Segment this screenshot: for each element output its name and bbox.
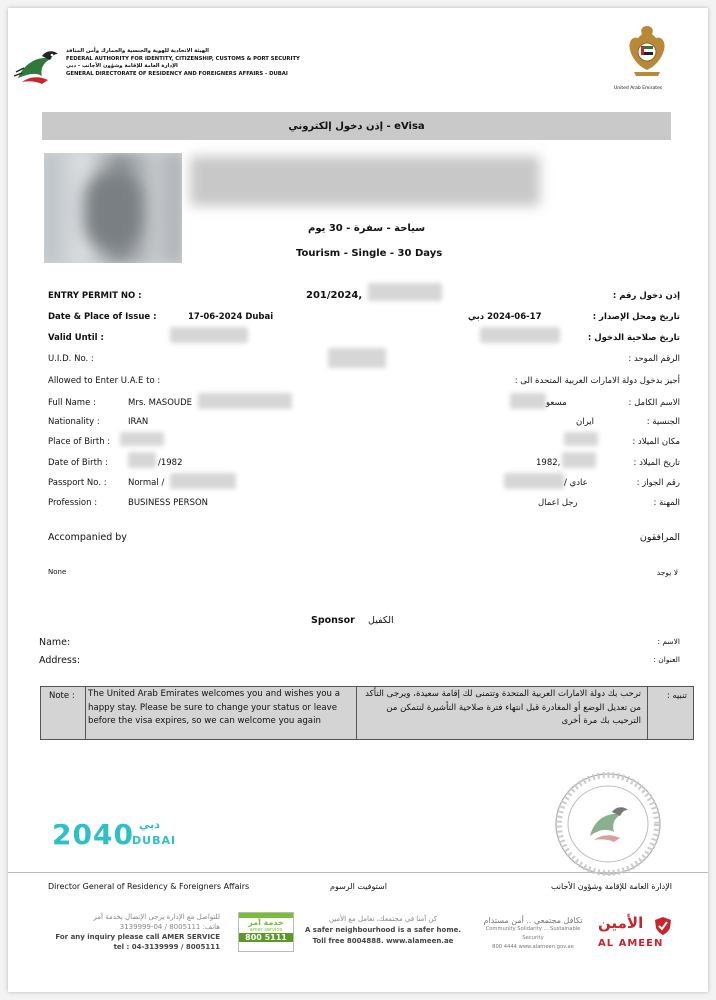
community-solidarity xyxy=(478,916,588,952)
full-name-value-ar: مسعو xyxy=(546,398,567,408)
safer-neighbourhood xyxy=(298,914,468,947)
full-name-label: Full Name : xyxy=(48,398,96,408)
passport-value: Normal / xyxy=(128,478,165,488)
date-of-birth-label: Date of Birth : xyxy=(48,458,108,468)
full-name-label-ar: الاسم الكامل : xyxy=(628,398,680,408)
passport-redacted xyxy=(170,473,236,489)
safer-ar: كن آمنا في مجتمعك، تعامل مع الأمين xyxy=(328,915,438,923)
passport-ar-redacted xyxy=(504,473,564,489)
visa-type-ar: سياحة - سفرة - 30 يوم xyxy=(308,223,426,234)
accompanied-label: Accompanied by xyxy=(48,532,127,543)
passport-label-ar: رقم الجواز : xyxy=(636,478,680,488)
valid-until-label: Valid Until : xyxy=(48,333,104,343)
note-label-cell xyxy=(41,687,86,739)
evisa-document xyxy=(8,8,708,992)
note-text-ar: ترحب بك دولة الامارات العربية المتحدة وتتمنى لك إقامة سعيدة، ويرجى التأكد من تعديل الوضع أو المغادرة قبل انتهاء فترة صلاحية التأشيرة لنتمكن من الترحيب بك مرة أخرى xyxy=(365,689,641,726)
entry-permit-label: ENTRY PERMIT NO : xyxy=(48,291,142,301)
uid-label: U.I.D. No. : xyxy=(48,354,94,364)
issue-value-ar: 2024-06-17 دبي xyxy=(468,312,542,322)
note-label: Note : xyxy=(49,691,75,701)
safer-en: A safer neighbourhood is a safer home. xyxy=(304,926,462,934)
entry-permit-value: 201/2024, xyxy=(306,290,363,301)
footer-contact-en-1: For any inquiry please call AMER SERVICE xyxy=(55,933,220,941)
footer-director-en: Director General of Residency & Foreigners Affairs xyxy=(48,882,250,891)
safer-toll: Toll free 8004888. www.alameen.ae xyxy=(312,937,454,945)
passport-value-ar: عادي / xyxy=(564,478,588,488)
note-label-ar: تنبيه : xyxy=(666,691,687,701)
footer-contact-ar-2: هاتف: 8005111 / 04-3139999 xyxy=(119,923,220,931)
accompanied-label-ar: المرافقون xyxy=(639,532,680,543)
place-of-birth-ar-redacted xyxy=(564,432,598,446)
date-of-birth-value: /1982 xyxy=(158,458,183,468)
dubai-logo-en: DUBAI xyxy=(132,834,177,847)
full-name-redacted xyxy=(198,393,292,409)
nationality-label: Nationality : xyxy=(48,417,100,427)
nationality-value: IRAN xyxy=(128,417,149,427)
al-ameen-ar: الأمين xyxy=(598,914,644,932)
footer-contact xyxy=(48,912,220,952)
profession-value-ar: رجل اعمال xyxy=(538,498,578,508)
full-name-ar-redacted xyxy=(510,393,546,409)
place-of-birth-label: Place of Birth : xyxy=(48,437,111,447)
dubai-2040-logo xyxy=(52,818,134,851)
dubai-2040-number: 2040 xyxy=(52,818,134,851)
al-ameen-logo xyxy=(598,914,682,958)
date-of-birth-ar-redacted xyxy=(562,452,596,468)
profession-label: Profession : xyxy=(48,498,98,508)
valid-until-ar-redacted xyxy=(480,327,560,343)
falcon-logo-icon xyxy=(12,46,62,90)
note-text-en: The United Arab Emirates welcomes you and wishes you a happy stay. Please be sure to change your status or leave before the visa expires, so we can welcome you again xyxy=(88,689,341,726)
dubai-logo-ar: دبي xyxy=(139,818,160,831)
amer-service-logo xyxy=(238,912,294,952)
authority-name-ar: الهيئة الاتحادية للهوية والجنسية والجمارك وأمن المنافذ xyxy=(66,48,209,54)
allowed-label-ar: أجيز بدخول دولة الامارات العربية المتحدة الى : xyxy=(514,376,680,386)
accompanied-value: None xyxy=(48,568,67,576)
footer-contact-ar-1: للتواصل مع الإدارة يرجى الإتصال بخدمة آمر xyxy=(93,913,220,921)
official-seal-icon xyxy=(554,772,662,876)
footer-contact-en-2: tel : 04-3139999 / 8005111 xyxy=(113,943,220,951)
applicant-photo xyxy=(44,153,182,263)
sponsor-title-ar: الكفيل xyxy=(368,615,394,626)
place-of-birth-redacted xyxy=(120,432,164,446)
footer-separator xyxy=(8,872,708,873)
al-ameen-shield-icon xyxy=(654,916,672,936)
sponsor-name-label-ar: الاسم : xyxy=(657,637,680,646)
sponsor-address-label: Address: xyxy=(39,655,81,666)
sponsor-name-label: Name: xyxy=(39,637,71,648)
date-of-birth-redacted xyxy=(128,452,156,468)
al-ameen-en: AL AMEEN xyxy=(598,938,664,949)
date-of-birth-label-ar: تاريخ الميلاد : xyxy=(633,458,680,468)
issue-label-ar: تاريخ ومحل الإصدار : xyxy=(592,312,680,322)
uae-emblem-icon xyxy=(624,22,670,84)
uid-label-ar: الرقم الموحد : xyxy=(628,354,680,364)
applicant-name-header xyxy=(190,156,540,206)
accompanied-value-ar: لا يوجد xyxy=(656,568,678,577)
directorate-name-ar: الإدارة العامة للإقامة وشؤون الأجانب - دبي xyxy=(66,63,178,69)
amer-service-number: 800 5111 xyxy=(239,933,293,942)
uae-label: United Arab Emirates xyxy=(614,86,663,91)
note-label-ar-cell xyxy=(648,687,693,739)
sponsor-title: Sponsor xyxy=(311,615,355,626)
directorate-name-en: GENERAL DIRECTORATE OF RESIDENCY AND FOREIGNERS AFFAIRS - DUBAI xyxy=(66,70,288,77)
evisa-title: إذن دخول إلكتروني - eVisa xyxy=(288,120,425,132)
passport-label: Passport No. : xyxy=(48,478,107,488)
footer-fees-ar: استوفيت الرسوم xyxy=(330,882,387,891)
nationality-value-ar: ايران xyxy=(576,417,595,427)
profession-label-ar: المهنة : xyxy=(653,498,680,508)
solidarity-ar: تكافل مجتمعي .. أمن مستدام xyxy=(483,916,583,925)
entry-permit-label-ar: إذن دخول رقم : xyxy=(612,291,680,301)
solidarity-contact: 800 4444 www.alameen.gov.ae xyxy=(492,944,574,950)
solidarity-en: Community Solidarity ... Sustainable Security xyxy=(485,926,581,941)
note-box xyxy=(40,686,694,740)
amer-service-ar: خدمة آمر xyxy=(248,918,284,927)
evisa-title-bar xyxy=(42,112,671,140)
amer-service-en: amer service xyxy=(249,927,283,933)
entry-permit-redacted xyxy=(368,283,442,301)
nationality-label-ar: الجنسية : xyxy=(646,417,680,427)
sponsor-address-label-ar: العنوان : xyxy=(653,655,680,664)
authority-header xyxy=(66,48,300,78)
authority-name-en: FEDERAL AUTHORITY FOR IDENTITY, CITIZENSHIP, CUSTOMS & PORT SECURITY xyxy=(66,55,300,62)
issue-value: 17-06-2024 Dubai xyxy=(188,312,274,322)
note-en-cell xyxy=(86,687,357,739)
date-of-birth-value-ar: 1982, xyxy=(536,458,561,468)
valid-until-label-ar: تاريخ صلاحية الدخول : xyxy=(587,333,680,343)
full-name-value: Mrs. MASOUDE xyxy=(128,398,193,408)
visa-type-en: Tourism - Single - 30 Days xyxy=(296,248,443,259)
uid-redacted xyxy=(328,348,386,368)
issue-label: Date & Place of Issue : xyxy=(48,312,157,322)
place-of-birth-label-ar: مكان الميلاد : xyxy=(632,437,680,447)
profession-value: BUSINESS PERSON xyxy=(128,498,209,508)
valid-until-redacted xyxy=(170,327,248,343)
footer-director-ar: الإدارة العامة للإقامة وشؤون الأجانب xyxy=(550,882,672,891)
allowed-label: Allowed to Enter U.A.E to : xyxy=(48,376,161,386)
note-ar-cell xyxy=(357,687,648,739)
